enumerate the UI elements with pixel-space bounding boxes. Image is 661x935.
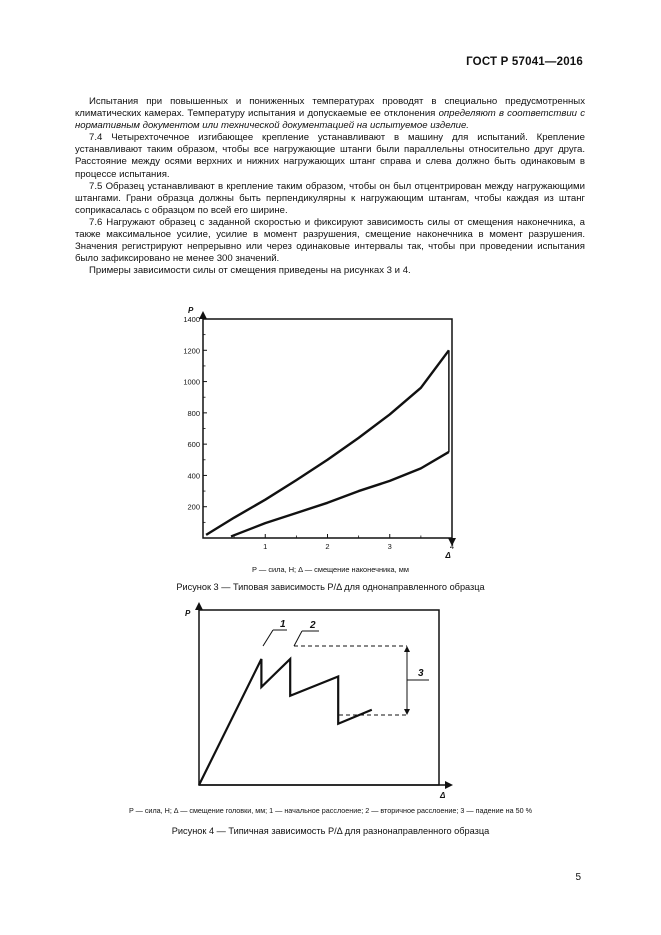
figure-3-chart [160,302,480,564]
figure-3-frame [199,311,456,546]
paragraph-7-4: 7.4 Четырехточечное изгибающее крепление устанавливают в машину для испытаний. Крепление устанавливают таким образом, чтобы все нагружающие штанги были параллельны относительно друг друга. Расстояние между осями верхних и нижних нагружающих штанг справа и слева должно быть одинаковым в процессе испытания. [75,132,585,180]
figure-4-leader-2 [294,631,302,646]
figure-3-x-ticks [234,534,454,551]
figure-4-y-axis-label: P [185,609,191,618]
paragraph-7-5: 7.5 Образец устанавливают в крепление таким образом, чтобы он был отцентрирован между нагружающими штангами. Грани образца должны быть перпендикулярны к нагружающим штангам, чтобы каждая из штанг соприкасалась с образцом по всей его ширине. [75,180,585,216]
document-header: ГОСТ Р 57041—2016 [466,56,583,68]
figure-3-y-tick-label: 1000 [183,377,200,387]
figure-3-x-tick-label: 4 [449,542,455,551]
figure-3-y-tick-label: 1400 [183,315,200,324]
figure-4-legend: P — сила, Н; Δ — смещение головки, мм; 1 — начальное расслоение; 2 — вторичное расслоение; 3 — падение на 50 % [128,806,532,815]
figure-4-x-arrow [445,781,453,789]
figure-3-plot-border [203,319,452,538]
figure-3-series-line-1 [206,350,449,535]
figure-4-frame [199,610,439,785]
figure-4-annotation-1: 1 [280,619,286,630]
page-number: 5 [575,872,581,883]
body-text [75,96,585,277]
figure-3-y-axis-label: P [188,306,194,315]
figure-3-y-tick-label: 400 [187,471,200,481]
figure-4-annotation-3: 3 [418,668,424,679]
figure-3-y-tick-label: 600 [187,440,200,450]
figure-4-caption: Рисунок 4 — Типичная зависимость P/Δ для разнонаправленного образца [171,826,490,836]
figure-3-series [206,350,449,536]
paragraph-7-6: 7.6 Нагружают образец с заданной скоростью и фиксируют зависимость силы от смещения наконечника, а также максимальное усилие, усилие в момент разрушения, смещение наконечника в момент разрушения. Значения регистрируют непрерывно или через одинаковые интервалы так, чтобы при проведении испытания было зафиксировано не менее 300 значений. [75,216,585,265]
figure-4-annotation-2: 2 [310,620,316,631]
figure-4-x-axis-label: Δ [440,791,446,800]
figure-4-y-arrow [195,602,203,610]
paragraph-examples: Примеры зависимости силы от смещения приведены на рисунках 3 и 4. [89,265,411,277]
figure-4-series [199,659,372,785]
figure-3-caption: Рисунок 3 — Типовая зависимость P/Δ для однонаправленного образца [176,582,485,592]
figure-3-legend: P — сила, Н; Δ — смещение наконечника, мм [252,565,409,574]
figure-4-chart [175,600,455,800]
paragraph-temperature-italic: определяют в соответствии с нормативным документом или технической документацией на испытуемое изделие. [75,108,585,132]
figure-3-y-tick-label: 800 [187,408,200,418]
figure-4-leader-1 [263,630,273,646]
figure-3-x-tick-label: 3 [387,542,392,551]
figure-3-y-tick-label: 1200 [183,346,200,356]
figure-3-x-axis-label: Δ [445,551,451,560]
figure-3-series-line-3 [231,452,449,536]
figure-4-drop-arrow-bottom [404,709,410,715]
figure-3-y-tick-label: 200 [187,502,200,512]
figure-4-series-line-1 [199,659,372,785]
figure-3-y-arrow [199,311,207,319]
paragraph-temperature-text: Испытания при повышенных и пониженных температурах проводят в специально предусмотренных климатических камерах. Температуру испытания и допускаемые ее отклонения [75,96,585,120]
figure-4-drop-arrow-top [404,646,410,652]
figure-3-x-tick-label: 2 [325,542,330,551]
paragraph-temperature [75,96,585,132]
figure-3-x-tick-label: 1 [263,542,268,551]
